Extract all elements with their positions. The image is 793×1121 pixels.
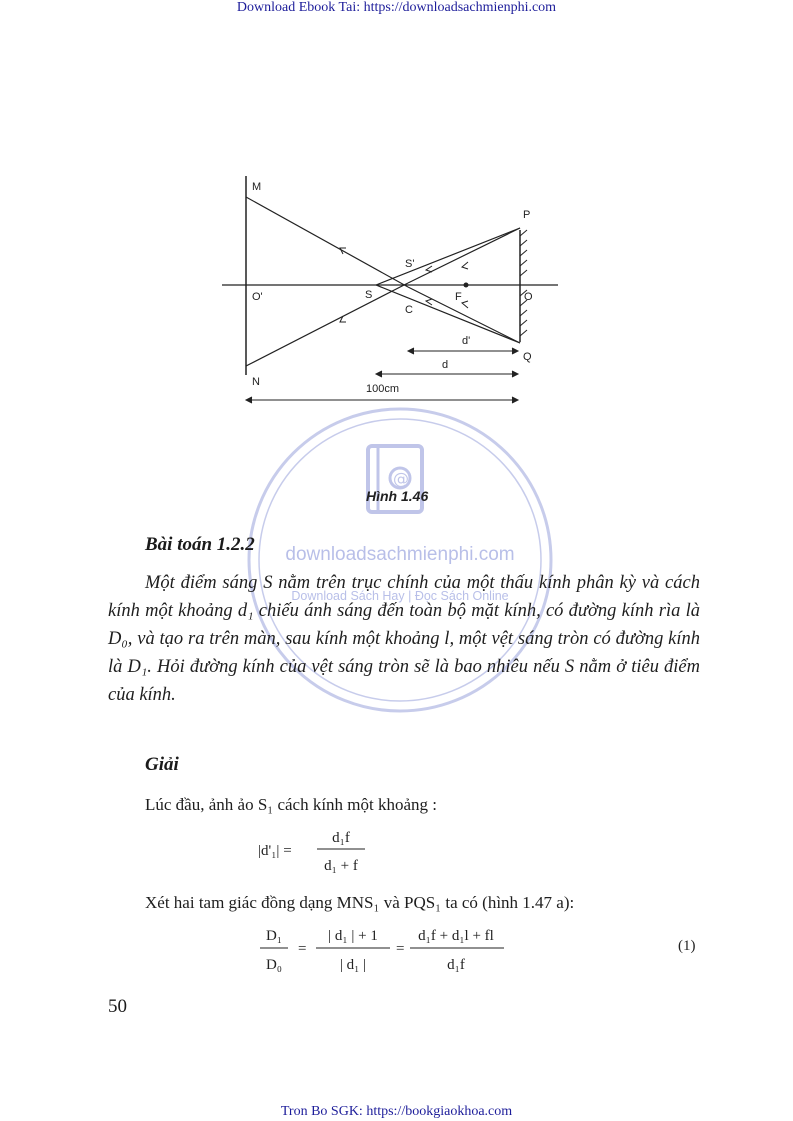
label-d-prime: d' xyxy=(462,335,471,347)
figure-caption: Hình 1.46 xyxy=(366,488,429,504)
eq2-frac3-den: d₁f xyxy=(447,957,465,973)
eq2-tag: (1) xyxy=(678,938,696,954)
footer-sgk-link[interactable]: Tron Bo SGK: https://bookgiaokhoa.com xyxy=(280,1104,513,1119)
label-100cm: 100cm xyxy=(366,383,400,395)
eq2-frac1-den: D₀ xyxy=(265,957,283,973)
label-q: Q xyxy=(523,351,532,363)
eq2-equals-1: = xyxy=(298,941,307,957)
solution-line-2: Xét hai tam giác đồng dạng MNS₁ và PQS₁ ta có (hình 1.47 a): xyxy=(145,893,575,912)
label-m: M xyxy=(252,181,262,193)
label-s-prime: S' xyxy=(405,258,415,270)
label-p: P xyxy=(523,209,531,221)
label-o: O xyxy=(524,291,533,303)
label-s: S xyxy=(365,289,373,301)
eq2-frac2-num: | d₁ | + 1 xyxy=(328,928,378,944)
optics-figure xyxy=(200,170,560,415)
watermark-site: downloadsachmienphi.com xyxy=(285,544,515,565)
label-n: N xyxy=(252,376,260,388)
eq2-frac1-num: D₁ xyxy=(265,928,283,944)
eq1-numerator: d₁f xyxy=(332,830,350,846)
watermark-tagline: Download Sách Hay | Đọc Sách Online xyxy=(291,589,509,603)
eq1-lhs: |d'₁| = xyxy=(258,843,292,859)
focal-point-dot xyxy=(464,283,469,288)
solution-title: Giải xyxy=(145,754,179,775)
lens-hatching xyxy=(520,230,527,336)
light-rays xyxy=(246,197,520,366)
equation-1 xyxy=(255,822,395,878)
eq1-denominator: d₁ + f xyxy=(324,858,358,874)
eq2-equals-2: = xyxy=(396,941,405,957)
label-f: F xyxy=(455,291,462,303)
svg-text:@: @ xyxy=(393,469,409,488)
eq2-frac2-den: | d₁ | xyxy=(339,957,367,973)
problem-text: Một điểm sáng S nằm trên trục chính của một thấu kính phân kỳ và cách kính một khoảng d₁ chiếu ánh sáng đến toàn bộ mặt kính, có đường kính rìa là D₀, và tạo ra trên màn, sau kính một khoảng l, một vệt sáng tròn có đường kính là D₁. Hỏi đường kính của vệt sáng tròn sẽ là bao nhiêu nếu S nằm ở tiêu điểm của kính. xyxy=(108,573,700,705)
problem-title: Bài toán 1.2.2 xyxy=(145,534,255,555)
solution-line-1: Lúc đầu, ảnh ảo S₁ cách kính một khoảng : xyxy=(145,795,438,814)
eq2-frac3-num: d₁f + d₁l + fl xyxy=(418,928,494,944)
label-o-prime: O' xyxy=(252,291,263,303)
label-d: d xyxy=(442,359,449,371)
page-number: 50 xyxy=(108,996,127,1017)
header-download-link[interactable]: Download Ebook Tai: https://downloadsachmienphi.com xyxy=(236,0,557,15)
equation-2 xyxy=(258,920,708,978)
label-c: C xyxy=(405,304,413,316)
